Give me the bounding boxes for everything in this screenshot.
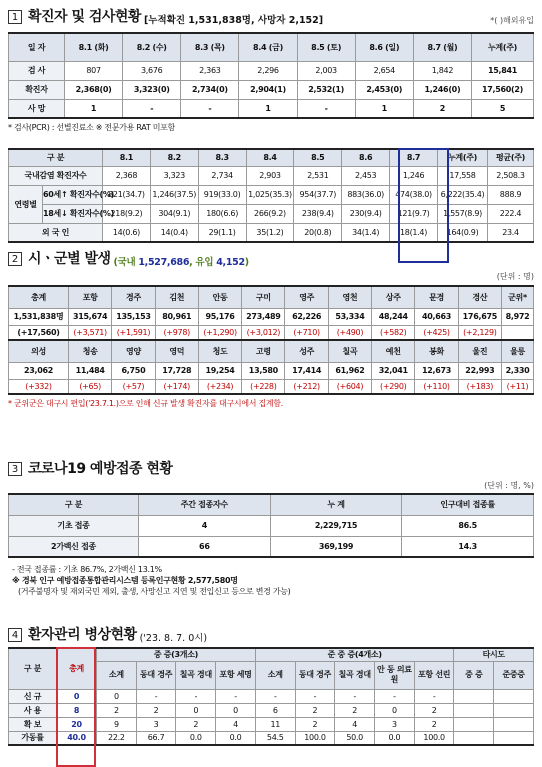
table-cell: 888.9 — [488, 185, 534, 204]
table-cell: 13,580 — [242, 362, 285, 379]
table-cell: 2,531 — [294, 166, 342, 185]
table-cell: 1 — [355, 99, 413, 118]
highlight-box — [398, 148, 449, 263]
table-cell: - — [181, 99, 239, 118]
table-cell: 9 — [97, 717, 137, 731]
table-cell: 2,508.3 — [488, 166, 534, 185]
table-cell — [494, 689, 534, 703]
table-cell: (+582) — [372, 325, 415, 340]
header-cell: 평균(주) — [488, 149, 534, 166]
table-cell: 954(37.7) — [294, 185, 342, 204]
header-cell: 8.4 (금) — [239, 33, 297, 61]
table-cell: 0 — [176, 703, 216, 717]
unit-label: (단위 : 명, %) — [484, 481, 534, 490]
age-table — [8, 148, 534, 243]
table-cell: 304(9.1) — [150, 204, 198, 223]
tests-table — [8, 32, 534, 119]
table-row — [9, 362, 534, 379]
table-cell: 2,453 — [342, 166, 390, 185]
table-cell: 48,244 — [372, 308, 415, 325]
table-cell: 3,676 — [123, 61, 181, 80]
section-age-breakdown — [8, 148, 534, 243]
header-cell: 8.2 (수) — [123, 33, 181, 61]
table-cell: 53,334 — [328, 308, 371, 325]
table-row — [9, 80, 534, 99]
row-label: 신 규 — [9, 689, 57, 703]
table-cell: 22.2 — [97, 731, 137, 745]
table-cell: 315,674 — [69, 308, 112, 325]
table-cell: 1,246(37.5) — [150, 185, 198, 204]
header-cell: 8.5 (토) — [297, 33, 355, 61]
table-cell: - — [216, 689, 256, 703]
table-cell: 135,153 — [112, 308, 155, 325]
table-cell: 1,531,838명 — [9, 308, 69, 325]
unit-label: (단위 : 명) — [496, 272, 534, 281]
table-cell: (+183) — [458, 379, 501, 394]
table-cell: 0 — [97, 689, 137, 703]
table-header-row — [9, 494, 534, 515]
table-cell: - — [375, 689, 415, 703]
table-cell: 230(9.4) — [342, 204, 390, 223]
row-label: 검 사 — [9, 61, 65, 80]
table-cell: (+710) — [285, 325, 328, 340]
table-cell: 18(1.4) — [390, 223, 438, 242]
table-cell: (+3,012) — [242, 325, 285, 340]
header-cell: 영천 — [328, 286, 371, 308]
table-cell: 11,484 — [69, 362, 112, 379]
table-cell: 15,841 — [472, 61, 534, 80]
row-label: 사 망 — [9, 99, 65, 118]
header-cell: 8.3 (목) — [181, 33, 239, 61]
table-cell: 66.7 — [136, 731, 176, 745]
section-title: 시ㆍ군별 발생 — [28, 251, 111, 267]
header-cell: 봉화 — [415, 340, 458, 362]
table-cell: 2,368(0) — [65, 80, 123, 99]
table-cell: (+490) — [328, 325, 371, 340]
table-cell: 2 — [295, 717, 335, 731]
table-row — [9, 61, 534, 80]
header-cell: 소계 — [97, 661, 137, 689]
table-cell: 2 — [413, 99, 471, 118]
table-cell: 2,453(0) — [355, 80, 413, 99]
table-cell: 1 — [239, 99, 297, 118]
table-cell: 2가백신 접종 — [9, 536, 139, 557]
table-cell: 2,532(1) — [297, 80, 355, 99]
table-cell: 180(6.6) — [198, 204, 246, 223]
table-cell: 95,176 — [198, 308, 241, 325]
vaccine-note-1: - 전국 접종률 : 기초 86.7%, 2가백신 13.1% — [12, 565, 162, 574]
table-cell: 2,363 — [181, 61, 239, 80]
table-cell: 4 — [216, 717, 256, 731]
total-cell: 0 — [57, 689, 97, 703]
table-row — [9, 166, 534, 185]
table-cell: 883(36.0) — [342, 185, 390, 204]
table-row — [9, 379, 534, 394]
table-cell: 6 — [255, 703, 295, 717]
table-cell: 32,041 — [372, 362, 415, 379]
table-cell — [494, 731, 534, 745]
table-cell: 121(9.7) — [390, 204, 438, 223]
header-cell: 구 분 — [9, 149, 103, 166]
table-cell: 2,654 — [355, 61, 413, 80]
table-cell: 2,330 — [502, 362, 534, 379]
section-date: ('23. 8. 7. 0시) — [139, 633, 208, 644]
table-cell: 6,222(35.4) — [438, 185, 488, 204]
table-cell: 2 — [414, 703, 454, 717]
table-cell: 2,368 — [103, 166, 151, 185]
header-cell: 고령 — [242, 340, 285, 362]
section-bed-status — [8, 624, 534, 746]
table-cell — [494, 703, 534, 717]
table-cell: 2,903 — [246, 166, 294, 185]
col-severe: 중 증(3개소) — [97, 648, 256, 661]
table-cell: 23.4 — [488, 223, 534, 242]
table-cell: 2,296 — [239, 61, 297, 80]
table-cell: 1,557(8.9) — [438, 204, 488, 223]
header-cell: 인구대비 접종률 — [402, 494, 534, 515]
table-row — [9, 325, 534, 340]
table-cell: 11 — [255, 717, 295, 731]
header-cell: 8.5 — [294, 149, 342, 166]
header-cell: 경산 — [458, 286, 501, 308]
table-cell: 2,904(1) — [239, 80, 297, 99]
table-cell: 222.4 — [488, 204, 534, 223]
table-cell: (+11) — [502, 379, 534, 394]
table-row — [9, 536, 534, 557]
table-cell — [502, 325, 534, 340]
table-cell: 369,199 — [270, 536, 402, 557]
table-cell: 14(0.6) — [103, 223, 151, 242]
table-cell: 기초 접종 — [9, 515, 139, 536]
table-cell: 80,961 — [155, 308, 198, 325]
section-title: 코로나19 예방접종 현황 — [28, 461, 173, 477]
table-cell: 3,323 — [150, 166, 198, 185]
table-cell: 2 — [136, 703, 176, 717]
table-cell: 176,675 — [458, 308, 501, 325]
table-cell: (+1,591) — [112, 325, 155, 340]
row-label: 60세↑ 확진자수(%) — [43, 185, 103, 204]
table-cell: - — [136, 689, 176, 703]
header-cell: 울진 — [458, 340, 501, 362]
header-cell: 준중증 — [494, 661, 534, 689]
table-cell: (+290) — [372, 379, 415, 394]
table-cell — [454, 731, 494, 745]
table-cell: (+3,571) — [69, 325, 112, 340]
table-row — [9, 223, 534, 242]
foreign-note: *( )해외유입 — [490, 16, 534, 25]
table-cell: (+212) — [285, 379, 328, 394]
table-cell: 17,414 — [285, 362, 328, 379]
row-label: 확 보 — [9, 717, 57, 731]
header-cell: 8.3 — [198, 149, 246, 166]
row-label: 18세↓ 확진자수(%) — [43, 204, 103, 223]
table-cell: 919(33.0) — [198, 185, 246, 204]
header-cell: 누계(주) — [472, 33, 534, 61]
header-cell: 중 증 — [454, 661, 494, 689]
table-cell: 5 — [472, 99, 534, 118]
header-cell: 소계 — [255, 661, 295, 689]
header-cell: 누 계 — [270, 494, 402, 515]
header-cell: 8.1 (화) — [65, 33, 123, 61]
table-cell: 34(1.4) — [342, 223, 390, 242]
header-cell: 구미 — [242, 286, 285, 308]
section-vaccination — [8, 458, 534, 597]
table-cell: 1 — [65, 99, 123, 118]
vaccination-table — [8, 493, 534, 558]
header-cell: 누계(주) — [438, 149, 488, 166]
table-row — [9, 308, 534, 325]
table-cell: 35(1.2) — [246, 223, 294, 242]
table-cell: 2 — [295, 703, 335, 717]
table-cell: (+978) — [155, 325, 198, 340]
table-cell — [454, 717, 494, 731]
table-cell: (+174) — [155, 379, 198, 394]
table-cell: 0 — [375, 703, 415, 717]
table-cell: 0.0 — [176, 731, 216, 745]
table-row — [9, 185, 534, 204]
table-cell — [454, 689, 494, 703]
header-cell: 영덕 — [155, 340, 198, 362]
table-cell: 3 — [136, 717, 176, 731]
table-cell: 61,962 — [328, 362, 371, 379]
header-cell: 안 동 의료원 — [375, 661, 415, 689]
header-cell: 8.6 — [342, 149, 390, 166]
header-cell: 문경 — [415, 286, 458, 308]
table-cell: 100.0 — [295, 731, 335, 745]
table-cell: - — [297, 99, 355, 118]
tests-note: * 검사(PCR) : 선별진료소 ※ 전문가용 RAT 미포함 — [8, 123, 175, 132]
header-cell: 동대 경주 — [295, 661, 335, 689]
table-cell: (+65) — [69, 379, 112, 394]
table-cell: 2 — [97, 703, 137, 717]
header-cell: 8.6 (일) — [355, 33, 413, 61]
vaccine-note-2: ※ 경북 인구 예방접종통합관리시스템 등록인구현황 2,577,580명 — [12, 576, 238, 585]
header-cell: 8.1 — [103, 149, 151, 166]
table-row — [9, 204, 534, 223]
header-cell: 청송 — [69, 340, 112, 362]
header-cell: 동대 경주 — [136, 661, 176, 689]
section-confirmed-tests — [8, 6, 534, 133]
header-cell: 영주 — [285, 286, 328, 308]
header-cell: 군위* — [502, 286, 534, 308]
header-cell: 성주 — [285, 340, 328, 362]
section-number: 1 — [8, 10, 22, 24]
table-cell: 2 — [414, 717, 454, 731]
table-cell: 273,489 — [242, 308, 285, 325]
district-note: * 군위군은 대구시 편입('23.7.1.)으로 인해 신규 발생 확진자를 대구시에서 집계함. — [8, 399, 283, 408]
header-cell: 총계 — [9, 286, 69, 308]
table-cell: 8,972 — [502, 308, 534, 325]
table-cell: 1,842 — [413, 61, 471, 80]
table-cell: 2,229,715 — [270, 515, 402, 536]
table-cell: 0.0 — [375, 731, 415, 745]
table-cell: 12,673 — [415, 362, 458, 379]
table-cell: (+234) — [198, 379, 241, 394]
table-cell: - — [176, 689, 216, 703]
table-cell: (+17,560) — [9, 325, 69, 340]
table-cell: 0.0 — [216, 731, 256, 745]
header-cell: 8.7 (월) — [413, 33, 471, 61]
district-table-1 — [8, 285, 534, 395]
table-cell: (+425) — [415, 325, 458, 340]
table-header-row — [9, 33, 534, 61]
table-cell — [494, 717, 534, 731]
table-cell: - — [123, 99, 181, 118]
table-header-row — [9, 286, 534, 308]
table-cell: 164(0.9) — [438, 223, 488, 242]
table-cell: 23,062 — [9, 362, 69, 379]
table-cell: 19,254 — [198, 362, 241, 379]
header-cell: 포항 세명 — [216, 661, 256, 689]
section-subtitle: [누적확진 1,531,838명, 사망자 2,152] — [143, 15, 324, 26]
col-total: 총계 — [57, 648, 97, 689]
table-cell: (+332) — [9, 379, 69, 394]
header-cell: 칠곡 경대 — [176, 661, 216, 689]
table-cell: 474(38.0) — [390, 185, 438, 204]
table-cell: 100.0 — [414, 731, 454, 745]
table-cell: 29(1.1) — [198, 223, 246, 242]
header-cell: 청도 — [198, 340, 241, 362]
table-row — [9, 99, 534, 118]
table-cell: - — [335, 689, 375, 703]
row-label: 외 국 인 — [9, 223, 103, 242]
table-cell: 14(0.4) — [150, 223, 198, 242]
header-cell: 울릉 — [502, 340, 534, 362]
row-label: 국내감염 확진자수 — [9, 166, 103, 185]
table-cell: 3 — [375, 717, 415, 731]
header-cell: 8.7 — [390, 149, 438, 166]
header-cell: 주간 접종자수 — [139, 494, 271, 515]
table-cell: - — [255, 689, 295, 703]
table-cell: 1,246(0) — [413, 80, 471, 99]
section-title: 확진자 및 검사현황 — [28, 9, 141, 25]
section-subtitle: (국내 1,527,686, 유입 4,152) — [113, 257, 249, 268]
header-cell: 김천 — [155, 286, 198, 308]
header-cell: 경주 — [112, 286, 155, 308]
table-cell: 218(9.2) — [103, 204, 151, 223]
table-cell: 3,323(0) — [123, 80, 181, 99]
header-cell: 영양 — [112, 340, 155, 362]
header-cell: 예천 — [372, 340, 415, 362]
table-cell: 0 — [216, 703, 256, 717]
table-cell: 1,025(35.3) — [246, 185, 294, 204]
header-cell: 의성 — [9, 340, 69, 362]
header-cell: 포항 — [69, 286, 112, 308]
section-district — [8, 248, 534, 409]
col-other-region: 타시도 — [454, 648, 534, 661]
table-cell: (+228) — [242, 379, 285, 394]
table-cell: 2,003 — [297, 61, 355, 80]
section-title: 환자관리 병상현황 — [28, 627, 137, 643]
age-label: 연령별 — [9, 185, 43, 223]
table-cell: 2,734(0) — [181, 80, 239, 99]
table-cell: 17,560(2) — [472, 80, 534, 99]
table-cell: - — [295, 689, 335, 703]
table-cell: (+57) — [112, 379, 155, 394]
col-category: 구 분 — [9, 648, 57, 689]
total-cell: 40.0 — [57, 731, 97, 745]
table-header-row — [9, 149, 534, 166]
table-cell: 66 — [139, 536, 271, 557]
col-semi-severe: 준 중 증(4개소) — [255, 648, 454, 661]
section-number: 3 — [8, 462, 22, 476]
header-cell: 8.2 — [150, 149, 198, 166]
table-cell: 807 — [65, 61, 123, 80]
total-cell: 20 — [57, 717, 97, 731]
table-cell: 1,246 — [390, 166, 438, 185]
table-row — [9, 515, 534, 536]
row-label: 가동률 — [9, 731, 57, 745]
header-cell: 칠곡 — [328, 340, 371, 362]
table-cell: 22,993 — [458, 362, 501, 379]
table-cell: 62,226 — [285, 308, 328, 325]
header-cell: 8.4 — [246, 149, 294, 166]
header-cell: 안동 — [198, 286, 241, 308]
table-cell: (+604) — [328, 379, 371, 394]
table-cell: 238(9.4) — [294, 204, 342, 223]
table-cell: 86.5 — [402, 515, 534, 536]
total-highlight-box — [56, 647, 96, 767]
table-cell: 4 — [139, 515, 271, 536]
table-cell: 6,750 — [112, 362, 155, 379]
table-cell: 266(9.2) — [246, 204, 294, 223]
table-cell: 14.3 — [402, 536, 534, 557]
header-cell: 상주 — [372, 286, 415, 308]
header-cell: 칠곡 경대 — [335, 661, 375, 689]
table-cell: 17,728 — [155, 362, 198, 379]
section-number: 4 — [8, 628, 22, 642]
table-cell: (+2,129) — [458, 325, 501, 340]
table-header-row — [9, 340, 534, 362]
section-number: 2 — [8, 252, 22, 266]
header-cell: 포항 선린 — [414, 661, 454, 689]
table-cell: (+110) — [415, 379, 458, 394]
row-label: 확진자 — [9, 80, 65, 99]
table-cell: 821(34.7) — [103, 185, 151, 204]
table-cell: 20(0.8) — [294, 223, 342, 242]
total-cell: 8 — [57, 703, 97, 717]
header-cell: 구 분 — [9, 494, 139, 515]
table-cell — [454, 703, 494, 717]
table-cell: 54.5 — [255, 731, 295, 745]
table-cell: 2 — [335, 703, 375, 717]
row-label: 사 용 — [9, 703, 57, 717]
table-cell: 2 — [176, 717, 216, 731]
table-cell: 40,663 — [415, 308, 458, 325]
table-cell: 17,558 — [438, 166, 488, 185]
table-cell: 50.0 — [335, 731, 375, 745]
header-cell: 일 자 — [9, 33, 65, 61]
table-cell: 2,734 — [198, 166, 246, 185]
table-cell: (+1,290) — [198, 325, 241, 340]
table-cell: 4 — [335, 717, 375, 731]
table-cell: - — [414, 689, 454, 703]
vaccine-note-3: (거주불명자 및 재외국민 제외, 출생, 사망신고 지연 및 전입신고 등으로 변경 가능) — [18, 587, 291, 596]
